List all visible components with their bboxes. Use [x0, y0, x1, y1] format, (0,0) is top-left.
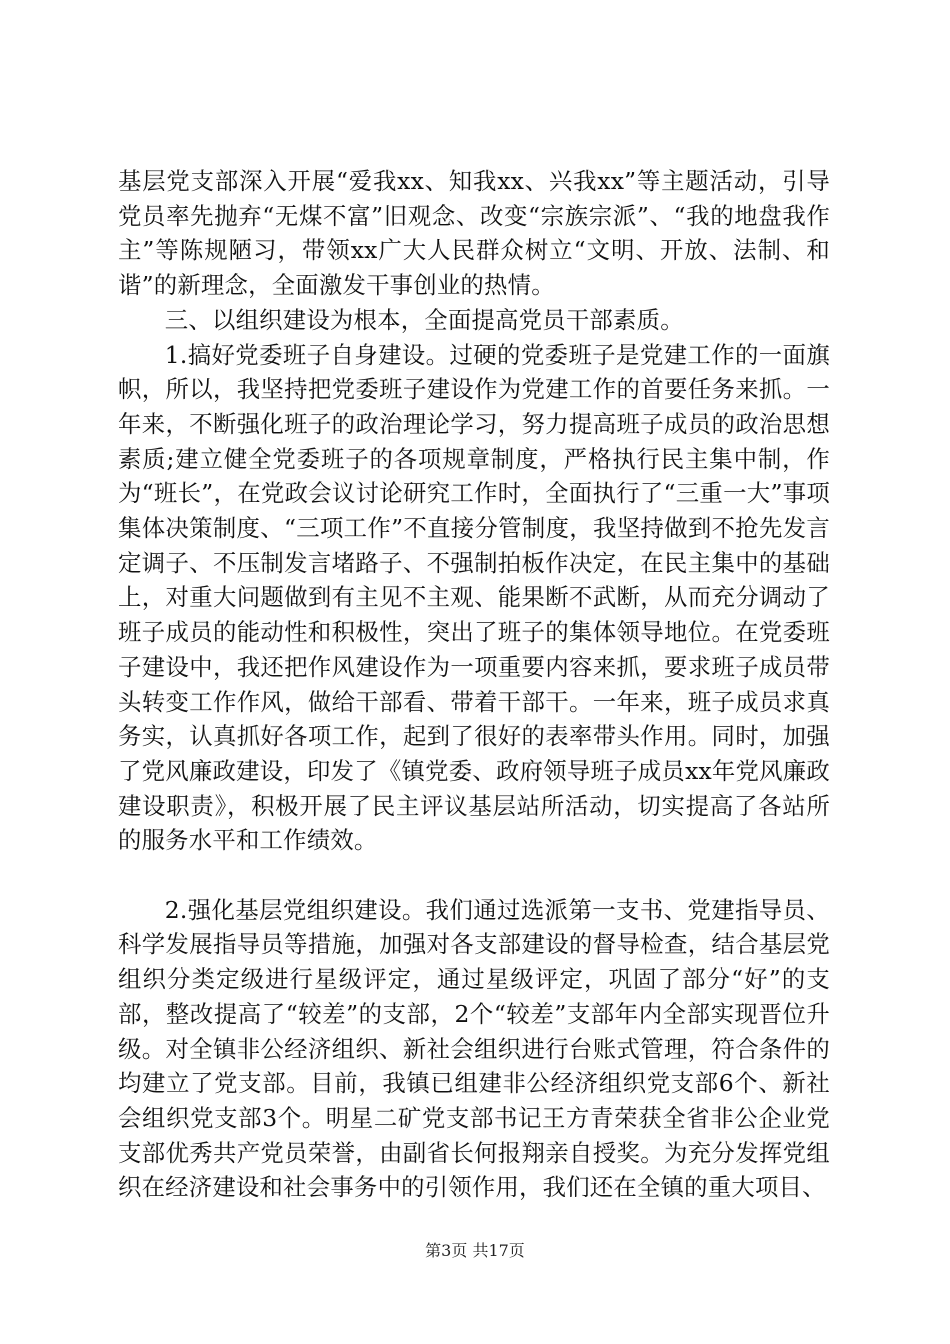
paragraph-gap [118, 858, 830, 893]
paragraph-1: 基层党支部深入开展“爱我xx、知我xx、兴我xx”等主题活动，引导党员率先抛弃“无煤不富”旧观念、改变“宗族宗派”、“我的地盘我作主”等陈规陋习，带领xx广大人民群众树立“文明、开放、法制、和谐”的新理念，全面激发干事创业的热情。 [118, 167, 830, 300]
paragraph-grassroots: 2.强化基层党组织建设。我们通过选派第一支书、党建指导员、科学发展指导员等措施，加强对各支部建设的督导检查，结合基层党组织分类定级进行星级评定，通过星级评定，巩固了部分“好”的支部，整改提高了“较差”的支部，2个“较差”支部年内全部实现晋位升级。对全镇非公经济组织、新社会组织进行台账式管理，符合条件的均建立了党支部。目前，我镇已组建非公经济组织党支部6个、新社会组织党支部3个。明星二矿党支部书记王方青荣获全省非公企业党支部优秀共产党员荣誉，由副省长何报翔亲自授奖。为充分发挥党组织在经济建设和社会事务中的引领作用，我们还在全镇的重大项目、 [118, 895, 830, 1202]
section-heading-3: 三、以组织建设为根本，全面提高党员干部素质。 [164, 305, 684, 334]
paragraph-party-committee: 1.搞好党委班子自身建设。过硬的党委班子是党建工作的一面旗帜，所以，我坚持把党委班子建设作为党建工作的首要任务来抓。一年来，不断强化班子的政治理论学习，努力提高班子成员的政治思想素质;建立健全党委班子的各项规章制度，严格执行民主集中制，作为“班长”，在党政会议讨论研究工作时，全面执行了“三重一大”事项集体决策制度、“三项工作”不直接分管制度，我坚持做到不抢先发言定调子、不压制发言堵路子、不强制拍板作决定，在民主集中的基础上，对重大问题做到有主见不主观、能果断不武断，从而充分调动了班子成员的能动性和积极性，突出了班子的集体领导地位。在党委班子建设中，我还把作风建设作为一项重要内容来抓，要求班子成员带头转变工作作风，做给干部看、带着干部干。一年来，班子成员求真务实，认真抓好各项工作，起到了很好的表率带头作用。同时，加强了党风廉政建设，印发了《镇党委、政府领导班子成员xx年党风廉政建设职责》，积极开展了民主评议基层站所活动，切实提高了各站所的服务水平和工作绩效。 [118, 340, 830, 855]
document-body [118, 164, 830, 1205]
page-footer: 第3页 共17页 [425, 1241, 525, 1260]
